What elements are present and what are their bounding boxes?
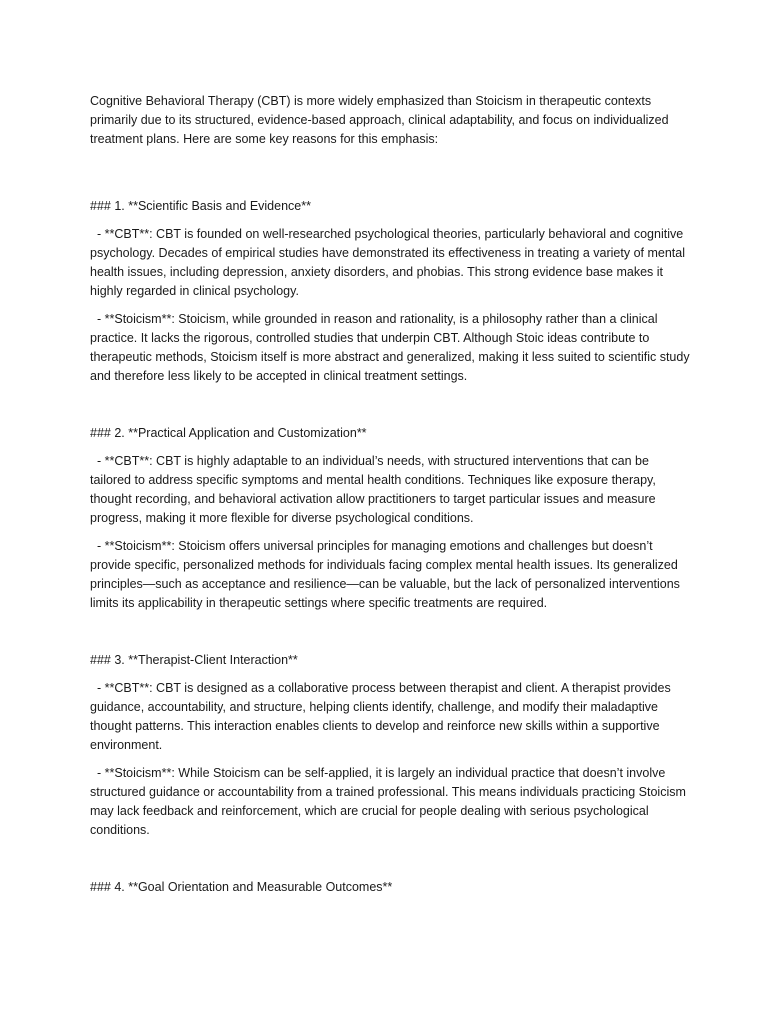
bullet-paragraph: - **Stoicism**: While Stoicism can be self-applied, it is largely an individual practice that doesn’t involve structured guidance or accountability from a trained professional. This means individuals practicing Stoicism may lack feedback and reinforcement, which are crucial for people dealing with serious psychological conditions.: [90, 766, 686, 837]
bullet-paragraph: - **CBT**: CBT is founded on well-researched psychological theories, particularly behavioral and cognitive psychology. Decades of empirical studies have demonstrated its effectiveness in treating a variety of mental health issues, including depression, anxiety disorders, and phobias. This strong evidence base makes it highly regarded in clinical psychology.: [90, 227, 685, 298]
intro-paragraph: Cognitive Behavioral Therapy (CBT) is more widely emphasized than Stoicism in therapeutic contexts primarily due to its structured, evidence-based approach, clinical adaptability, and focus on individualized treatment plans. Here are some key reasons for this emphasis:: [90, 94, 669, 146]
bullet-paragraph: - **CBT**: CBT is designed as a collaborative process between therapist and client. A therapist provides guidance, accountability, and structure, helping clients identify, challenge, and modify their maladaptive thought patterns. This interaction enables clients to develop and reinforce new skills within a supportive environment.: [90, 681, 671, 752]
section-heading: ### 3. **Therapist-Client Interaction**: [90, 653, 298, 667]
section-3: [90, 651, 690, 840]
document-page: [90, 92, 690, 906]
section-2: [90, 424, 690, 613]
section-4: [90, 878, 690, 897]
section-heading: ### 1. **Scientific Basis and Evidence**: [90, 199, 311, 213]
bullet-paragraph: - **CBT**: CBT is highly adaptable to an individual’s needs, with structured interventions that can be tailored to address specific symptoms and mental health conditions. Techniques like exposure therapy, thought recording, and behavioral activation allow practitioners to target particular issues and measure progress, making it more flexible for diverse psychological conditions.: [90, 454, 656, 525]
bullet-paragraph: - **Stoicism**: Stoicism offers universal principles for managing emotions and challenges but doesn’t provide specific, personalized methods for individuals facing complex mental health issues. Its generalized principles—such as acceptance and resilience—can be valuable, but the lack of personalized interventions limits its applicability in therapeutic settings where specific treatments are required.: [90, 539, 680, 610]
section-heading: ### 4. **Goal Orientation and Measurable Outcomes**: [90, 880, 393, 894]
section-1: [90, 197, 690, 386]
section-heading: ### 2. **Practical Application and Customization**: [90, 426, 367, 440]
bullet-paragraph: - **Stoicism**: Stoicism, while grounded in reason and rationality, is a philosophy rather than a clinical practice. It lacks the rigorous, controlled studies that underpin CBT. Although Stoic ideas contribute to therapeutic methods, Stoicism itself is more abstract and generalized, making it less suited to scientific study and therefore less likely to be accepted in clinical treatment settings.: [90, 312, 690, 383]
